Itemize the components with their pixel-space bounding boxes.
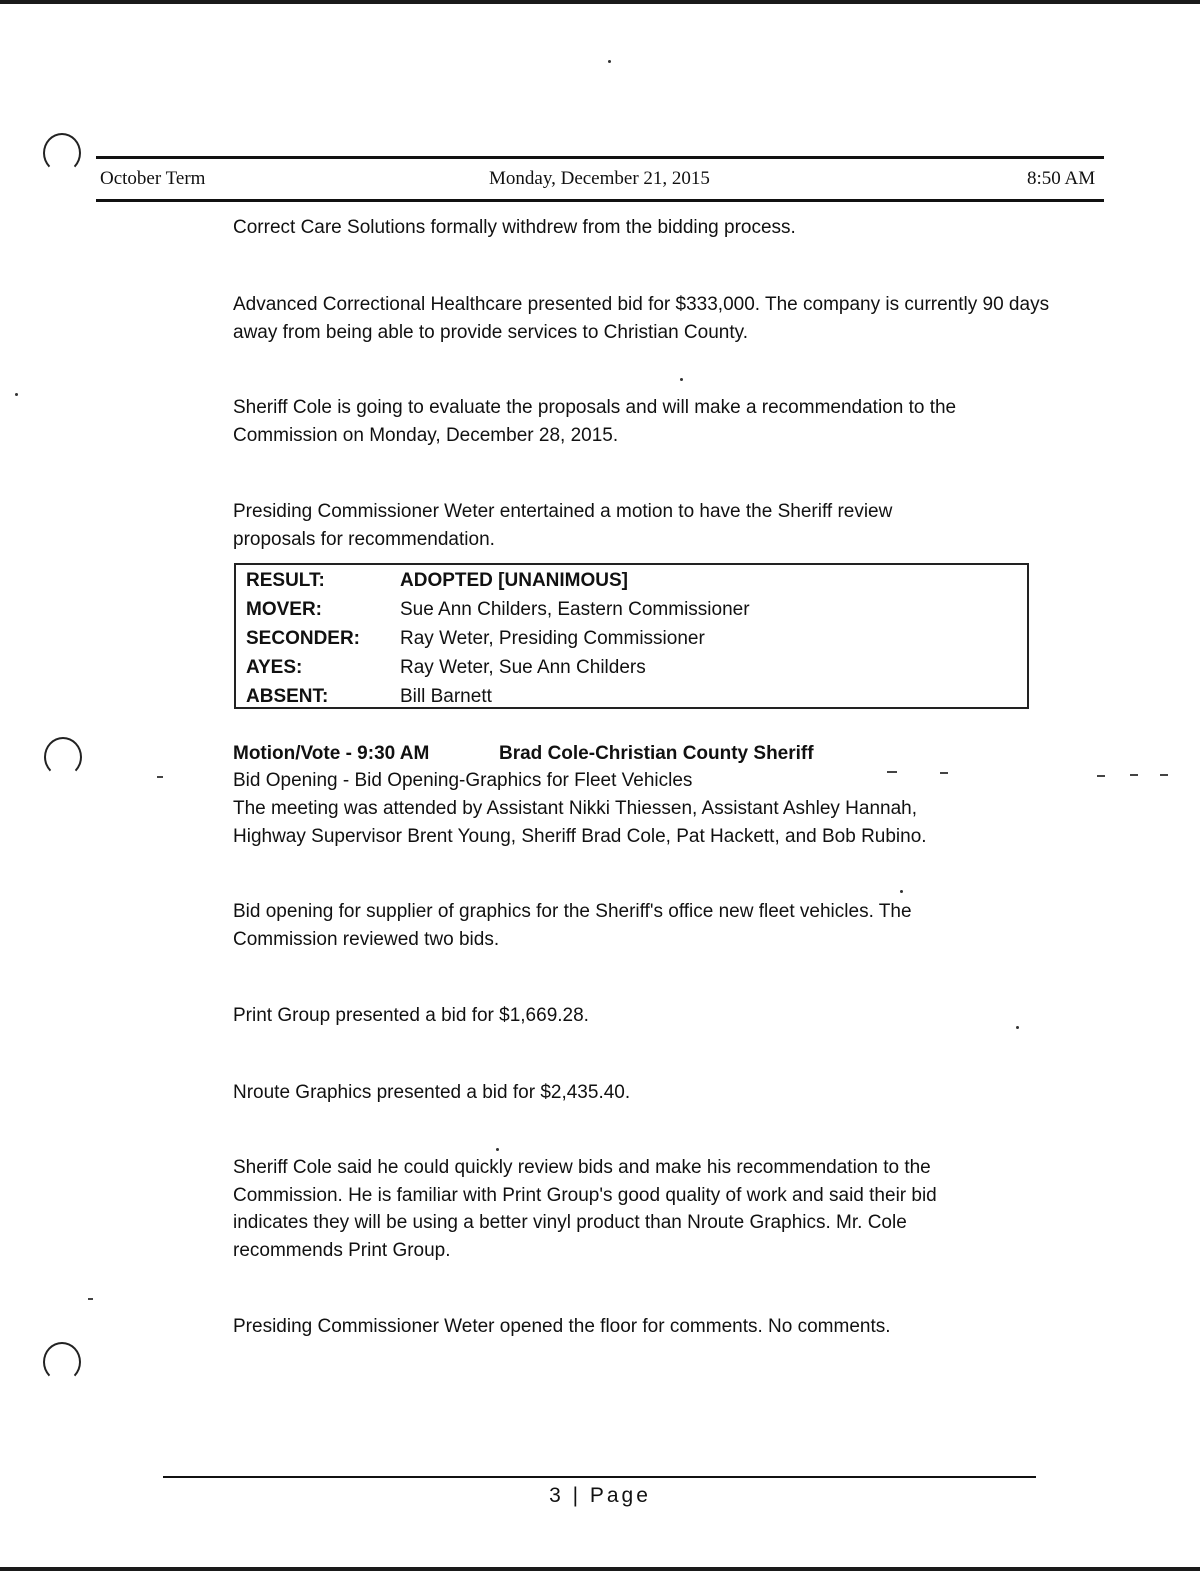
scan-speck <box>15 393 18 396</box>
vote-value: Ray Weter, Sue Ann Childers <box>400 657 646 678</box>
scan-speck <box>900 890 903 893</box>
vote-value: Bill Barnett <box>400 686 492 707</box>
header-rule-top <box>96 156 1104 159</box>
paragraph-bid-opening: Bid opening for supplier of graphics for the Sheriff's office new fleet vehicles. The Commission reviewed two bids. <box>233 901 912 950</box>
motion-time-label: Motion/Vote - 9:30 AM <box>233 743 430 764</box>
vote-label: ABSENT: <box>246 686 329 707</box>
header-time: 8:50 AM <box>1027 168 1096 189</box>
paragraph-ach-bid: Advanced Correctional Healthcare presented bid for $333,000. The company is currently 90 days away from being able to provide services to Christian County. <box>233 294 1050 343</box>
paragraph-print-group-bid: Print Group presented a bid for $1,669.28. <box>233 1005 589 1026</box>
paragraph-attendance: The meeting was attended by Assistant Nikki Thiessen, Assistant Ashley Hannah, Highway Supervisor Brent Young, Sheriff Brad Cole, Pat Hackett, and Bob Rubino. <box>233 798 927 847</box>
paragraph-comments: Presiding Commissioner Weter opened the floor for comments. No comments. <box>233 1316 891 1337</box>
vote-label: AYES: <box>246 657 303 678</box>
header-term: October Term <box>100 168 206 189</box>
vote-label: RESULT: <box>246 570 325 591</box>
footer-rule <box>163 1476 1036 1478</box>
paragraph-withdrawal: Correct Care Solutions formally withdrew from the bidding process. <box>233 217 796 238</box>
scan-dash <box>88 1298 93 1300</box>
page-number: 3 | Page <box>549 1484 651 1507</box>
vote-label: MOVER: <box>246 599 322 620</box>
vote-value: Sue Ann Childers, Eastern Commissioner <box>400 599 750 620</box>
scan-speck <box>608 60 611 63</box>
vote-row-absent <box>246 683 1006 711</box>
header-date: Monday, December 21, 2015 <box>489 168 710 189</box>
punch-hole-middle <box>44 737 82 777</box>
vote-value: Ray Weter, Presiding Commissioner <box>400 628 705 649</box>
scan-speck <box>496 1148 499 1151</box>
scan-dash <box>1160 774 1168 776</box>
vote-row-ayes <box>246 654 1006 682</box>
vote-row-seconder <box>246 625 1006 653</box>
motion-subject: Brad Cole-Christian County Sheriff <box>499 743 814 764</box>
scan-speck <box>680 378 683 381</box>
vote-row-mover <box>246 596 1006 624</box>
punch-hole-top <box>43 133 81 173</box>
vote-row-result <box>246 567 1006 595</box>
scan-dash <box>157 776 163 778</box>
scan-edge-top <box>0 0 1200 4</box>
vote-label: SECONDER: <box>246 628 361 649</box>
scan-edge-bottom <box>0 1567 1200 1571</box>
paragraph-evaluation: Sheriff Cole is going to evaluate the proposals and will make a recommendation to the Commission on Monday, December 28, 2015. <box>233 397 957 446</box>
paragraph-motion: Presiding Commissioner Weter entertained a motion to have the Sheriff review proposals for recommendation. <box>233 501 893 550</box>
scan-speck <box>1016 1026 1019 1029</box>
scan-dash <box>1130 774 1138 776</box>
motion-heading <box>233 740 1053 768</box>
punch-hole-bottom <box>43 1342 81 1382</box>
paragraph-nroute-bid: Nroute Graphics presented a bid for $2,435.40. <box>233 1082 631 1103</box>
scan-dash <box>1097 775 1105 777</box>
bid-opening-line: Bid Opening - Bid Opening-Graphics for Fleet Vehicles <box>233 770 693 791</box>
vote-value: ADOPTED [UNANIMOUS] <box>400 570 628 591</box>
scan-dash <box>887 771 897 773</box>
paragraph-recommendation: Sheriff Cole said he could quickly review bids and make his recommendation to the Commission. He is familiar with Print Group's good quality of work and said their bid indicates they will be using a better vinyl product than Nroute Graphics. Mr. Cole recommends Print Group. <box>233 1157 937 1261</box>
header-rule-bottom <box>96 199 1104 202</box>
vote-result-table <box>234 563 1029 709</box>
scan-dash <box>940 772 948 774</box>
